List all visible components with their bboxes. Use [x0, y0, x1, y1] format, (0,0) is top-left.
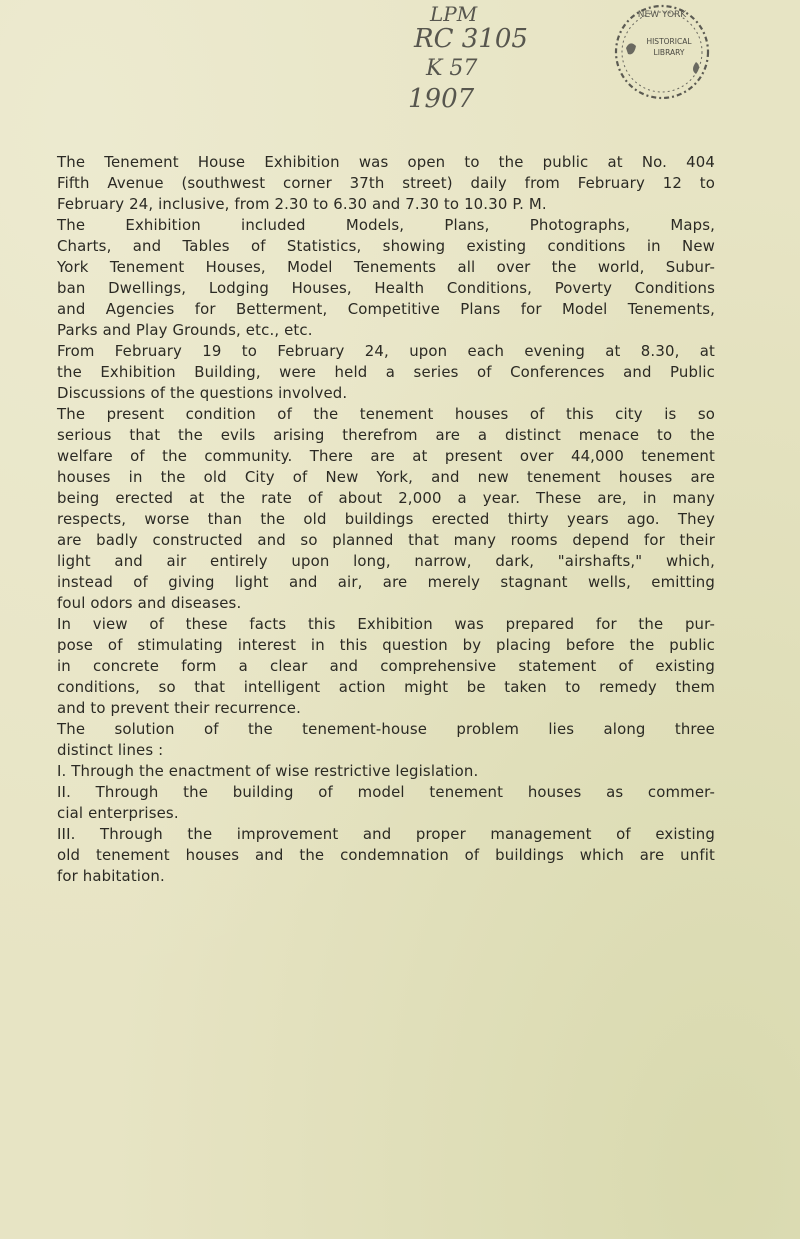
list-item-legislation — [57, 761, 715, 782]
text-line: welfare of the community. There are at present over 44,000 tenement — [57, 447, 715, 465]
library-stamp — [612, 2, 712, 107]
text-line: houses in the old City of New York, and new tenement houses are — [57, 468, 715, 486]
paragraph-exhibition-hours — [57, 152, 715, 215]
text-line: and to prevent their recurrence. — [57, 699, 301, 717]
text-line: being erected at the rate of about 2,000 a year. These are, in many — [57, 489, 715, 507]
text-line: the Exhibition Building, were held a series of Conferences and Public — [57, 363, 715, 381]
text-line: light and air entirely upon long, narrow, dark, "airshafts," which, — [57, 552, 715, 570]
text-line: Charts, and Tables of Statistics, showing existing conditions in New — [57, 237, 715, 255]
text-line: and Agencies for Betterment, Competitive Plans for Model Tenements, — [57, 300, 715, 318]
paragraph-conferences — [57, 341, 715, 404]
text-line: From February 19 to February 24, upon each evening at 8.30, at — [57, 342, 715, 360]
text-line: old tenement houses and the condemnation of buildings which are unfit — [57, 846, 715, 864]
stamp-text-middle: HISTORICAL — [646, 37, 692, 46]
handwritten-note: K 57 — [426, 56, 478, 81]
text-line: respects, worse than the old buildings erected thirty years ago. They — [57, 510, 715, 528]
text-line: Discussions of the questions involved. — [57, 384, 348, 402]
handwritten-note: 1907 — [408, 84, 475, 114]
text-line: distinct lines : — [57, 741, 164, 759]
text-line: Parks and Play Grounds, etc., etc. — [57, 321, 313, 339]
text-line: ban Dwellings, Lodging Houses, Health Conditions, Poverty Conditions — [57, 279, 715, 297]
list-item-model-tenements — [57, 782, 715, 824]
text-line: are badly constructed and so planned that many rooms depend for their — [57, 531, 715, 549]
paragraph-exhibition-contents — [57, 215, 715, 341]
paragraph-solution — [57, 719, 715, 761]
text-line: cial enterprises. — [57, 804, 179, 822]
text-line: instead of giving light and air, are merely stagnant wells, emitting — [57, 573, 715, 591]
text-line: The Exhibition included Models, Plans, Photographs, Maps, — [57, 216, 715, 234]
text-line: I. Through the enactment of wise restrictive legislation. — [57, 762, 479, 780]
list-item-improvement — [57, 824, 715, 887]
text-line: pose of stimulating interest in this question by placing before the public — [57, 636, 715, 654]
text-line: York Tenement Houses, Model Tenements all over the world, Subur- — [57, 258, 715, 276]
text-line: II. Through the building of model tenement houses as commer- — [57, 783, 715, 801]
text-line: serious that the evils arising therefrom are a distinct menace to the — [57, 426, 715, 444]
text-line: February 24, inclusive, from 2.30 to 6.30 and 7.30 to 10.30 P. M. — [57, 195, 547, 213]
text-line: foul odors and diseases. — [57, 594, 242, 612]
body-text — [57, 152, 715, 887]
handwritten-note: RC 3105 — [414, 24, 528, 54]
text-line: III. Through the improvement and proper management of existing — [57, 825, 715, 843]
handwritten-note: LPM — [430, 2, 478, 26]
text-line: The present condition of the tenement houses of this city is so — [57, 405, 715, 423]
stamp-text-top: NEW YORK — [637, 10, 687, 20]
text-line: for habitation. — [57, 867, 165, 885]
paragraph-purpose — [57, 614, 715, 719]
stamp-text-bottom: LIBRARY — [653, 48, 685, 57]
text-line: In view of these facts this Exhibition was prepared for the pur- — [57, 615, 715, 633]
text-line: The solution of the tenement-house problem lies along three — [57, 720, 715, 738]
text-line: The Tenement House Exhibition was open to the public at No. 404 — [57, 153, 715, 171]
text-line: Fifth Avenue (southwest corner 37th street) daily from February 12 to — [57, 174, 715, 192]
text-line: conditions, so that intelligent action might be taken to remedy them — [57, 678, 715, 696]
text-line: in concrete form a clear and comprehensive statement of existing — [57, 657, 715, 675]
handwritten-call-number — [408, 2, 528, 117]
paragraph-present-condition — [57, 404, 715, 614]
